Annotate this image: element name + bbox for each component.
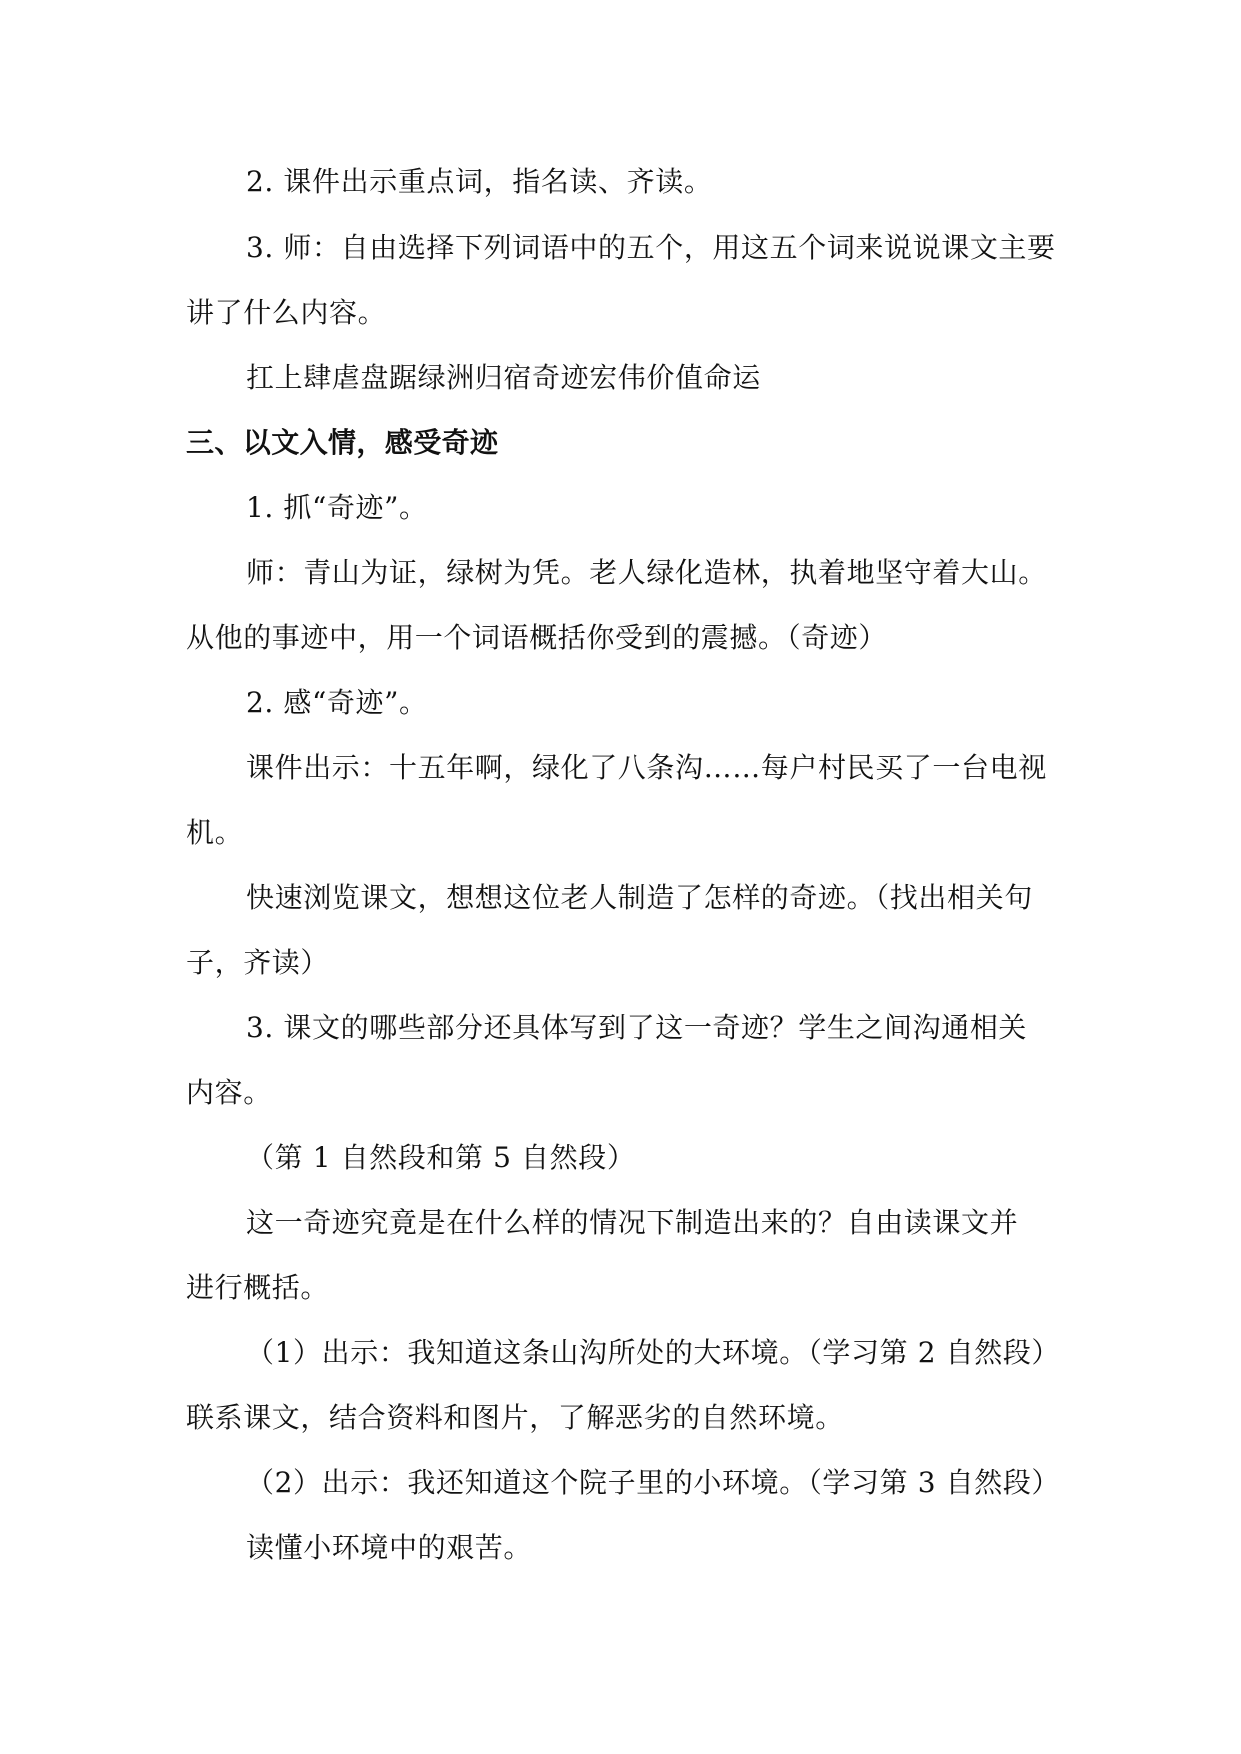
paragraph-reference: （第 1 自然段和第 5 自然段）	[246, 1141, 636, 1174]
courseware-display-continued: 机。	[186, 816, 244, 849]
skim-task: 快速浏览课文，想想这位老人制造了怎样的奇迹。（找出相关句	[246, 881, 1033, 914]
paragraph-step-3b-continued: 内容。	[186, 1076, 272, 1109]
subheading-feel-miracle: 2. 感“奇迹”。	[246, 686, 428, 719]
courseware-display: 课件出示：十五年啊，绿化了八条沟……每户村民买了一台电视	[246, 751, 1047, 784]
skim-task-continued: 子，齐读）	[186, 946, 330, 979]
subheading-grasp-miracle: 1. 抓“奇迹”。	[246, 491, 428, 524]
display-item-2: （2）出示：我还知道这个院子里的小环境。（学习第 3 自然段）	[246, 1466, 1061, 1499]
paragraph-step-3b: 3. 课文的哪些部分还具体写到了这一奇迹？学生之间沟通相关	[246, 1011, 1028, 1044]
teacher-prompt-continued: 从他的事迹中，用一个词语概括你受到的震撼。（奇迹）	[186, 621, 888, 654]
display-item-1-continued: 联系课文，结合资料和图片，了解恶劣的自然环境。	[186, 1401, 844, 1434]
display-item-1: （1）出示：我知道这条山沟所处的大环境。（学习第 2 自然段）	[246, 1336, 1061, 1369]
vocabulary-list: 扛上肆虐盘踞绿洲归宿奇迹宏伟价值命运	[246, 361, 761, 394]
display-item-2-continued: 读懂小环境中的艰苦。	[246, 1531, 533, 1564]
question-paragraph: 这一奇迹究竟是在什么样的情况下制造出来的？自由读课文并	[246, 1206, 1019, 1239]
section-heading: 三、以文入情，感受奇迹	[186, 426, 499, 459]
paragraph-step-2: 2. 课件出示重点词，指名读、齐读。	[246, 165, 713, 198]
question-paragraph-continued: 进行概括。	[186, 1271, 330, 1304]
teacher-prompt: 师：青山为证，绿树为凭。老人绿化造林，执着地坚守着大山。	[246, 556, 1047, 589]
paragraph-step-3-continued: 讲了什么内容。	[186, 296, 387, 329]
paragraph-step-3: 3. 师：自由选择下列词语中的五个，用这五个词来说说课文主要	[246, 231, 1056, 264]
